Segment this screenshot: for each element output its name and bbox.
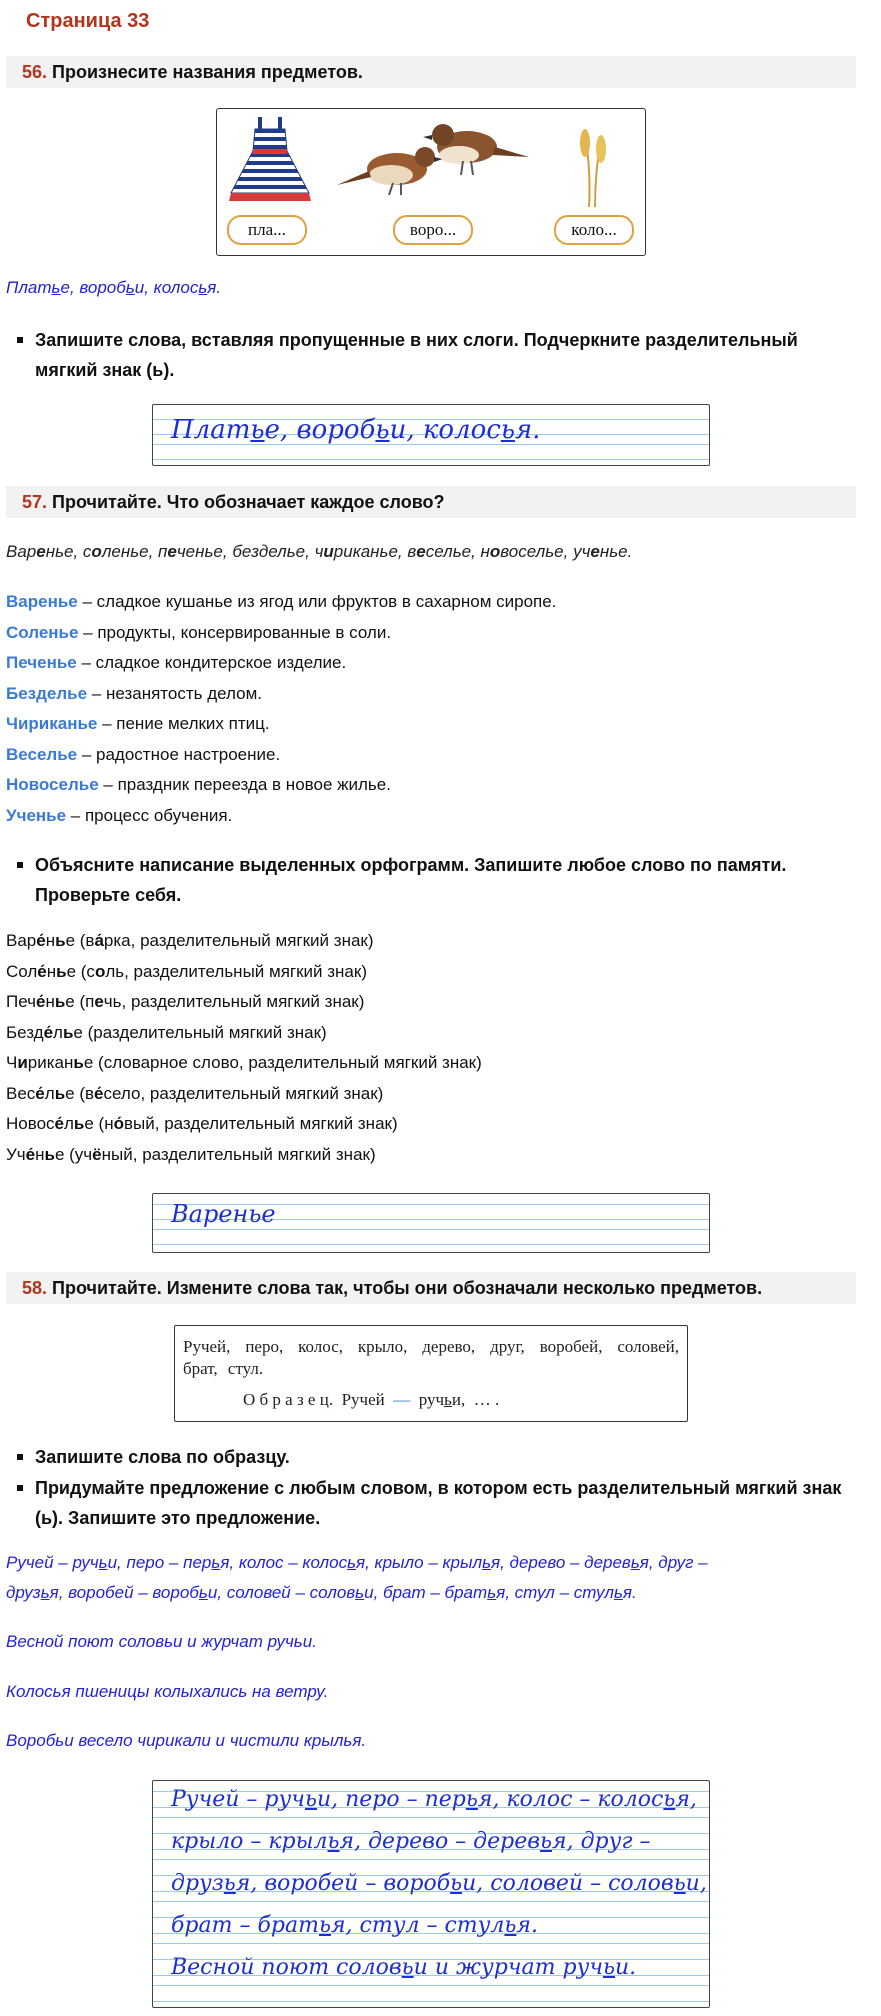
ruling-line xyxy=(153,1901,709,1902)
highlighted-letter: ь xyxy=(56,961,67,981)
highlighted-letter: е́ xyxy=(54,1114,64,1133)
handwritten-line xyxy=(171,1871,707,1896)
ruling-line xyxy=(153,1859,709,1860)
soft-sign-underlined: ь xyxy=(250,415,265,445)
highlighted-letter: ь xyxy=(54,992,66,1011)
orthogram-item xyxy=(6,926,482,957)
highlighted-letter: ь xyxy=(73,1114,85,1133)
highlighted-letter: ё xyxy=(92,1144,102,1164)
text-segment: л xyxy=(53,1022,63,1042)
wheat-picture xyxy=(573,123,613,209)
text-segment: Варенье xyxy=(171,1200,276,1228)
soft-sign-underlined: ь xyxy=(347,1553,357,1572)
text-segment: Вес xyxy=(6,1083,36,1103)
text-segment: Ч xyxy=(6,1053,18,1072)
definition-text: – сладкое кондитерское изделие. xyxy=(76,653,347,672)
definition-item xyxy=(6,801,556,832)
text-segment: н xyxy=(35,1144,45,1164)
text-segment: е (н xyxy=(84,1114,114,1133)
ruling-line xyxy=(153,1817,709,1818)
highlighted-letter: а́ xyxy=(94,931,104,950)
text-segment: е (разделительный мягкий знак) xyxy=(73,1022,327,1042)
definition-item xyxy=(6,679,556,710)
definition-item xyxy=(6,587,556,618)
text-segment: я, xyxy=(675,1787,697,1812)
exercise-56-tasks xyxy=(6,325,856,386)
definition-text: – сладкое кушанье из ягод или фруктов в сахарном сиропе. xyxy=(77,592,557,611)
text-segment: Ручей – руч xyxy=(6,1553,99,1572)
text-segment: Безд xyxy=(6,1022,44,1042)
soft-sign-underlined: ь xyxy=(673,1871,686,1896)
text-segment: риканье, в xyxy=(333,542,417,561)
definition-term: Чириканье xyxy=(6,714,98,733)
page-title: Страница 33 xyxy=(26,10,150,32)
highlighted-letter: е́ xyxy=(37,961,47,981)
text-segment: друз xyxy=(6,1583,41,1602)
definition-text: – незанятость делом. xyxy=(87,683,262,703)
soft-sign-underlined: ь xyxy=(487,1583,497,1602)
text-segment: Сол xyxy=(6,961,38,981)
text-segment: чь, разделительный мягкий знак) xyxy=(103,992,365,1011)
highlighted-letter: е xyxy=(94,992,104,1011)
exercise-57-tasks xyxy=(6,850,856,911)
definition-text: – пение мелких птиц. xyxy=(97,714,270,733)
sample-tail: … . xyxy=(473,1390,500,1409)
definition-text: – процесс обучения. xyxy=(66,805,233,825)
text-segment: Ручей – руч xyxy=(171,1787,305,1812)
text-segment: н xyxy=(45,992,55,1011)
text-segment: Вар xyxy=(6,542,37,561)
definition-item xyxy=(6,770,556,801)
task-item: Запишите слова, вставляя пропущенные в них слоги. Подчеркните разделительный мягкий знак (ь). xyxy=(6,325,856,385)
exercise-58-answer-line-1 xyxy=(6,1553,708,1573)
exercise-57-header xyxy=(6,486,856,518)
orthogram-item xyxy=(6,1109,482,1140)
soft-sign-underlined: ь xyxy=(375,415,390,445)
ruling-line xyxy=(153,2001,709,2002)
text-segment: друз xyxy=(171,1871,224,1896)
text-segment: е, вороб xyxy=(60,278,126,297)
text-segment: н xyxy=(46,961,57,981)
text-segment: я, колос – колос xyxy=(220,1553,348,1572)
exercise-number: 56. xyxy=(22,62,48,82)
soft-sign-underlined: ь xyxy=(198,278,208,297)
text-segment: я. xyxy=(514,415,541,445)
soft-sign-underlined: ь xyxy=(125,278,135,297)
text-segment: и. xyxy=(615,1955,637,1980)
orthogram-item xyxy=(6,1048,482,1079)
text-segment: Вар xyxy=(6,931,37,950)
soft-sign-underlined: ь xyxy=(40,1583,50,1602)
soft-sign-underlined: ь xyxy=(663,1787,676,1812)
handwritten-line xyxy=(171,1787,697,1812)
soft-sign-underlined: ь xyxy=(198,1583,208,1602)
text-segment: я, стул – стул xyxy=(496,1583,614,1602)
soft-sign-underlined: ь xyxy=(603,1955,616,1980)
highlighted-letter: о xyxy=(489,542,501,561)
definition-text: – радостное настроение. xyxy=(77,744,281,764)
definition-text: – продукты, консервированные в соли. xyxy=(78,622,392,642)
text-segment: я, стул – стул xyxy=(330,1913,505,1938)
soft-sign-underlined: ь xyxy=(630,1553,640,1572)
highlighted-letter: о xyxy=(91,542,102,561)
soft-sign-underlined: ь xyxy=(450,1871,463,1896)
soft-sign-underlined: ь xyxy=(401,1955,414,1980)
text-segment: ный, разделительный мягкий знак) xyxy=(101,1144,376,1164)
soft-sign-underlined: ь xyxy=(504,1913,517,1938)
text-segment: Уч xyxy=(6,1144,26,1164)
exercise-title: Произнесите названия предметов. xyxy=(52,62,363,82)
text-segment: селье, н xyxy=(425,542,490,561)
label-voro: воро... xyxy=(393,215,473,245)
text-segment: е (словарное слово, разделительный мягкий знак) xyxy=(83,1053,482,1072)
sample-label: О б р а з е ц. xyxy=(243,1390,334,1409)
exercise-57-handwriting xyxy=(152,1193,710,1253)
text-segment: и, соловей – солов xyxy=(207,1583,356,1602)
text-segment: е (с xyxy=(66,961,95,981)
definition-term: Варенье xyxy=(6,592,78,611)
text-segment: и, xyxy=(451,1390,466,1409)
sentence-2: Колосья пшеницы колыхались на ветру. xyxy=(6,1682,329,1701)
highlighted-letter: е́ xyxy=(25,1144,36,1164)
highlighted-letter: о xyxy=(94,961,106,981)
text-segment: н xyxy=(45,931,56,950)
exercise-56-header xyxy=(6,56,856,88)
text-segment: Печ xyxy=(6,992,36,1011)
definition-item xyxy=(6,709,556,740)
soft-sign-underlined: ь xyxy=(98,1553,108,1572)
text-segment: я, друг – xyxy=(552,1829,651,1854)
label-pla: пла... xyxy=(227,215,307,245)
definition-term: Новоселье xyxy=(6,775,99,794)
ruling-line xyxy=(153,1229,709,1230)
highlighted-letter: ь xyxy=(44,1144,55,1164)
text-segment: нье, с xyxy=(45,542,92,561)
text-segment: руч xyxy=(418,1390,445,1409)
text-segment: и, соловей – солов xyxy=(462,1871,674,1896)
text-segment: рикан xyxy=(27,1053,74,1072)
highlighted-letter: е xyxy=(36,542,46,561)
text-segment: е (уч xyxy=(54,1144,93,1164)
orthograms-list xyxy=(6,926,482,1170)
text-segment: и, колос xyxy=(134,278,199,297)
text-segment: воселье, уч xyxy=(500,542,591,561)
soft-sign-underlined: ь xyxy=(304,1787,317,1812)
highlighted-letter: е́ xyxy=(36,931,46,950)
text-segment: Плат xyxy=(6,278,52,297)
orthogram-item xyxy=(6,957,482,988)
definition-text: – праздник переезда в новое жилье. xyxy=(98,775,391,794)
text-segment: ченье, безделье, ч xyxy=(176,542,324,561)
soft-sign-underlined: ь xyxy=(211,1553,221,1572)
sample-answer xyxy=(419,1390,465,1409)
highlighted-letter: е xyxy=(416,542,426,561)
soft-sign-underlined: ь xyxy=(465,1787,478,1812)
text-segment: и, xyxy=(685,1871,707,1896)
text-segment: я, дерево – дерев xyxy=(491,1553,631,1572)
highlighted-letter: ь xyxy=(73,1053,84,1072)
sample-word: Ручей xyxy=(341,1390,385,1409)
handwritten-line xyxy=(171,1955,636,1980)
sparrows-picture xyxy=(335,117,531,203)
definition-term: Печенье xyxy=(6,653,77,672)
definition-item xyxy=(6,648,556,679)
text-segment: я, воробей – вороб xyxy=(49,1583,199,1602)
dress-picture xyxy=(225,113,317,209)
orthogram-item xyxy=(6,1079,482,1110)
definition-item xyxy=(6,740,556,771)
ruling-line xyxy=(153,459,709,460)
task-item: Запишите слова по образцу. xyxy=(6,1442,856,1472)
text-segment: ль, разделительный мягкий знак) xyxy=(105,961,367,981)
soft-sign-underlined: ь xyxy=(355,1583,365,1602)
soft-sign-underlined: ь xyxy=(327,1829,340,1854)
task-item: Придумайте предложение с любым словом, в котором есть разделительный мягкий знак (ь). Запишите это предложение. xyxy=(6,1473,856,1533)
definition-item xyxy=(6,618,556,649)
text-segment: вый, разделительный мягкий знак) xyxy=(124,1114,398,1133)
text-segment: л xyxy=(44,1083,55,1103)
highlighted-letter: е́ xyxy=(35,1083,45,1103)
highlighted-letter: е xyxy=(167,542,177,561)
highlighted-letter: ь xyxy=(54,1083,66,1103)
sentence-1: Весной поют соловьи и журчат ручьи. xyxy=(6,1632,317,1651)
text-segment: я. xyxy=(207,278,222,297)
sample-dash: — xyxy=(393,1390,411,1409)
highlighted-letter: и xyxy=(17,1053,28,1072)
exercise-57-words xyxy=(6,542,632,562)
text-segment: крыло – крыл xyxy=(171,1829,328,1854)
ruling-line xyxy=(153,1943,709,1944)
definition-term: Соленье xyxy=(6,622,79,642)
text-segment: рка, разделительный мягкий знак) xyxy=(103,931,374,950)
text-segment: я. xyxy=(622,1583,637,1602)
text-segment: ленье, п xyxy=(101,542,168,561)
definition-term: Безделье xyxy=(6,683,88,703)
handwritten-line xyxy=(171,1829,650,1854)
orthogram-item xyxy=(6,1018,482,1049)
highlighted-letter: ь xyxy=(55,931,66,950)
definition-term: Ученье xyxy=(6,805,67,825)
soft-sign-underlined: ь xyxy=(444,1390,452,1409)
soft-sign-underlined: ь xyxy=(51,278,61,297)
highlighted-letter: и xyxy=(323,542,334,561)
highlighted-letter: о́ xyxy=(113,1114,124,1133)
text-segment: е (в xyxy=(65,1083,95,1103)
definition-term: Веселье xyxy=(6,744,78,764)
soft-sign-underlined: ь xyxy=(318,1913,331,1938)
exercise-title: Прочитайте. Измените слова так, чтобы они обозначали несколько предметов. xyxy=(52,1278,763,1298)
text-segment: я, дерево – дерев xyxy=(339,1829,541,1854)
text-segment: Новос xyxy=(6,1114,55,1133)
text-segment: я, друг – xyxy=(639,1553,708,1572)
exercise-58-tasks xyxy=(6,1442,856,1534)
exercise-58-handwriting xyxy=(152,1780,710,2008)
text-segment: я, воробей – вороб xyxy=(235,1871,451,1896)
handwritten-line xyxy=(171,1200,276,1228)
exercise-number: 57. xyxy=(22,492,48,512)
text-segment: я. xyxy=(516,1913,538,1938)
label-kolo: коло... xyxy=(554,215,634,245)
ruling-line xyxy=(153,1985,709,1986)
text-segment: и, брат – брат xyxy=(364,1583,488,1602)
text-segment: и и журчат руч xyxy=(413,1955,604,1980)
word-list: Ручей, перо, колос, крыло, дерево, друг, воробей, соловей, брат, стул. xyxy=(183,1337,679,1378)
orthogram-item xyxy=(6,1140,482,1171)
exercise-56-handwriting xyxy=(152,404,710,466)
text-segment: е, вороб xyxy=(264,415,376,445)
handwritten-line xyxy=(171,415,540,445)
soft-sign-underlined: ь xyxy=(482,1553,492,1572)
word-list-box xyxy=(174,1325,688,1422)
exercise-title: Прочитайте. Что обозначает каждое слово? xyxy=(52,492,445,512)
text-segment: нье. xyxy=(599,542,633,561)
highlighted-letter: е́ xyxy=(94,1083,104,1103)
text-segment: брат – брат xyxy=(171,1913,319,1938)
definitions-list xyxy=(6,587,556,831)
text-segment: е (п xyxy=(65,992,95,1011)
text-segment: и, перо – пер xyxy=(107,1553,212,1572)
text-segment: Плат xyxy=(171,415,251,445)
text-segment: и, колос xyxy=(389,415,501,445)
orthogram-item xyxy=(6,987,482,1018)
sample-line xyxy=(243,1390,499,1410)
text-segment: и, перо – пер xyxy=(316,1787,466,1812)
highlighted-letter: е́ xyxy=(35,992,46,1011)
exercise-58-answer-line-2 xyxy=(6,1583,637,1603)
highlighted-letter: е́ xyxy=(43,1022,54,1042)
task-item: Объясните написание выделенных орфограмм. Запишите любое слово по памяти. Проверьте себя. xyxy=(6,850,856,910)
highlighted-letter: е xyxy=(590,542,600,561)
ruling-line xyxy=(153,1244,709,1245)
text-segment: е (в xyxy=(65,931,95,950)
soft-sign-underlined: ь xyxy=(500,415,515,445)
highlighted-letter: ь xyxy=(62,1022,74,1042)
text-segment: я, колос – колос xyxy=(477,1787,664,1812)
soft-sign-underlined: ь xyxy=(540,1829,553,1854)
sentence-3: Воробьи весело чирикали и чистили крылья. xyxy=(6,1731,367,1750)
soft-sign-underlined: ь xyxy=(223,1871,236,1896)
exercise-56-answer xyxy=(6,278,221,298)
handwritten-line xyxy=(171,1913,538,1938)
text-segment: Весной поют солов xyxy=(171,1955,402,1980)
text-segment: село, разделительный мягкий знак) xyxy=(103,1083,384,1103)
exercise-58-header xyxy=(6,1272,856,1304)
exercise-number: 58. xyxy=(22,1278,48,1298)
text-segment: я, крыло – крыл xyxy=(356,1553,483,1572)
exercise-56-picture xyxy=(216,108,646,256)
text-segment: л xyxy=(64,1114,74,1133)
soft-sign-underlined: ь xyxy=(613,1583,623,1602)
